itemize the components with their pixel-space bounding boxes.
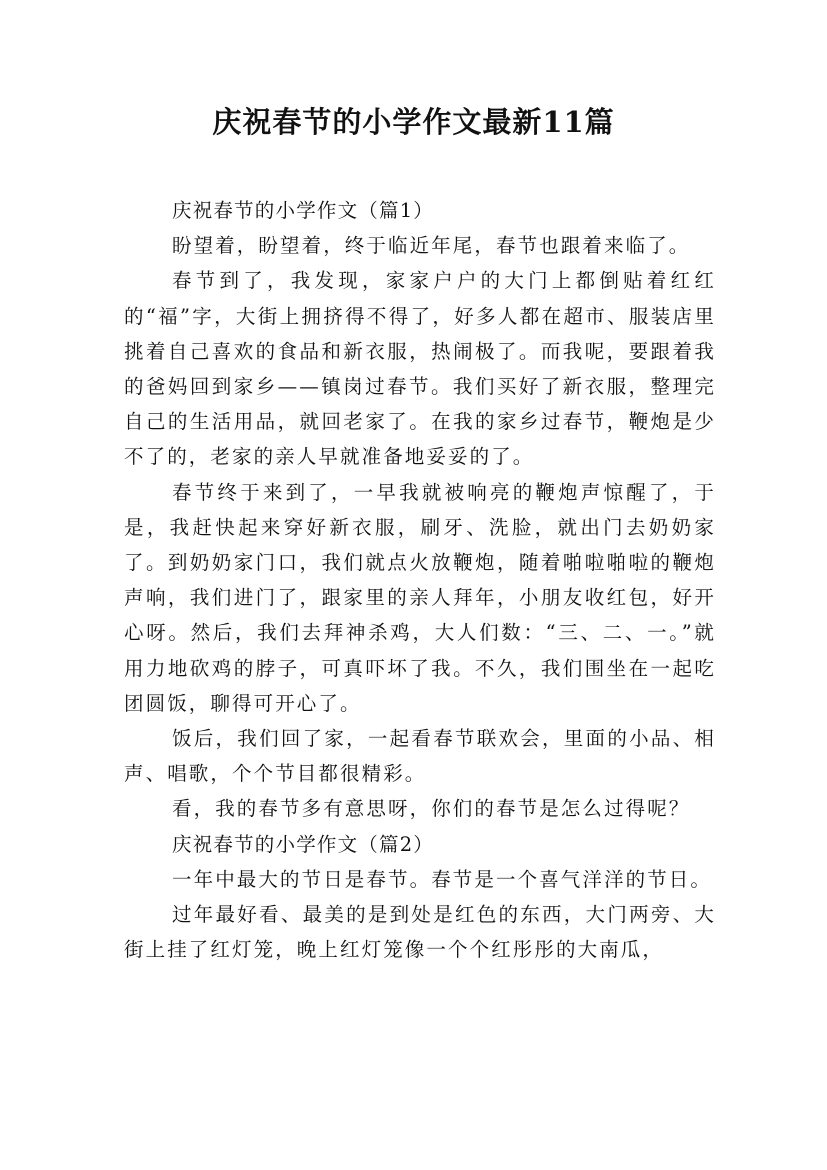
paragraph: 饭后，我们回了家，一起看春节联欢会，里面的小品、相声、唱歌，个个节目都很精彩。 [124,727,716,786]
paragraph: 过年最好看、最美的是到处是红色的东西，大门两旁、大街上挂了红灯笼，晚上红灯笼像一个个红彤彤的大南瓜， [124,903,716,962]
paragraph: 春节终于来到了，一早我就被响亮的鞭炮声惊醒了，于是，我赶快起来穿好新衣服，刷牙、洗脸，就出门去奶奶家了。到奶奶家门口，我们就点火放鞭炮，随着啪啦啪啦的鞭炮声响，我们进门了，跟家里的亲人拜年，小朋友收红包，好开心呀。然后，我们去拜神杀鸡，大人们数：“三、二、一。”就用力地砍鸡的脖子，可真吓坏了我。不久，我们围坐在一起吃团圆饭，聊得可开心了。 [124,480,716,715]
paragraph: 一年中最大的节日是春节。春节是一个喜气洋洋的节日。 [172,867,713,891]
document-body [124,193,716,967]
paragraph: 盼望着，盼望着，终于临近年尾，春节也跟着来临了。 [172,234,691,258]
paragraph: 看，我的春节多有意思呀，你们的春节是怎么过得呢？ [172,797,691,821]
paragraph: 春节到了，我发现，家家户户的大门上都倒贴着红红的“福”字，大街上拥挤得不得了，好多人都在超市、服装店里挑着自己喜欢的食品和新衣服，热闹极了。而我呢，要跟着我的爸妈回到家乡——镇岗过春节。我们买好了新衣服，整理完自己的生活用品，就回老家了。在我的家乡过春节，鞭炮是少不了的，老家的亲人早就准备地妥妥的了。 [124,269,716,469]
document-title: 庆祝春节的小学作文最新11篇 [212,105,615,139]
section-heading: 庆祝春节的小学作文（篇1） [172,199,435,222]
section-heading: 庆祝春节的小学作文（篇2） [172,832,435,856]
